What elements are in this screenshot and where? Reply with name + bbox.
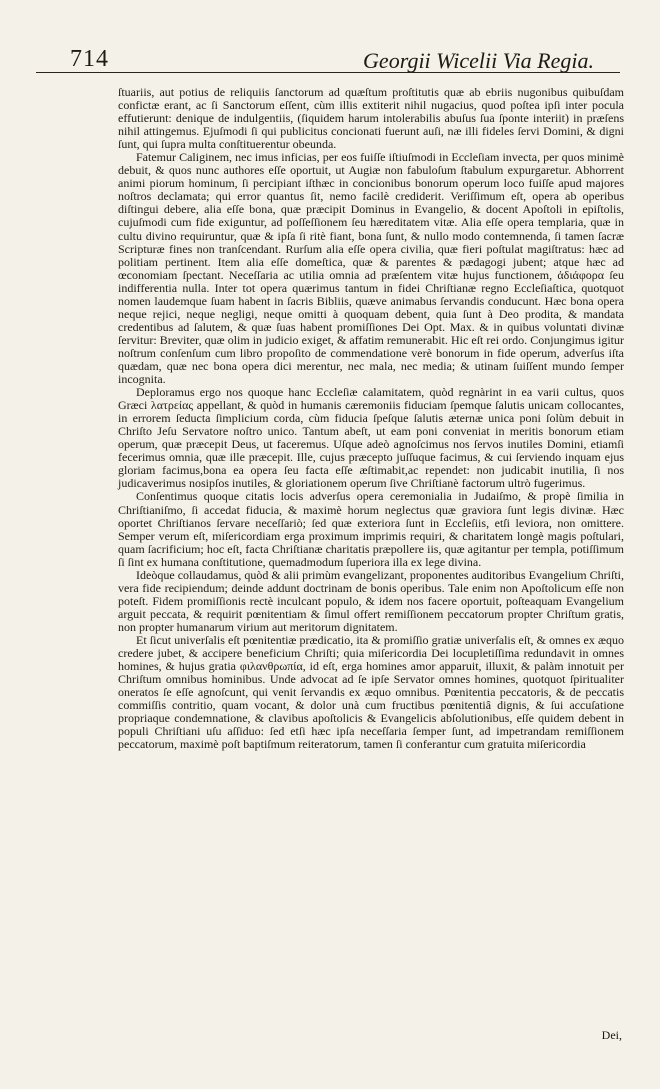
paragraph: ſtuariis, aut potius de reliquiis ſanctorum ad quæſtum proſtitutis quæ ab ebriis nugonibus quibuſdam confictæ erant, ac ſi Sanctorum eſſent, cùm illis extiterit nihil nugacius, quod poſtea ipſi inter pocula effutierunt: denique de indulgentiis, (ſiquidem harum intolerabilis abuſus ſua ſponte interiit) in præſens nihil attingemus. Ejuſmodi ſi qui publicitus concionati fuerunt auſi, næ illi fideles ſervi Domini, & digni ſunt, qui ſupra multa conſtituerentur obeunda. (118, 85, 624, 152)
header-rule (36, 72, 620, 73)
body-text (118, 86, 624, 751)
running-title: Georgii Wicelii Via Regia. (363, 48, 594, 73)
paragraph: Ideòque collaudamus, quòd & alii primùm evangelizant, proponentes auditoribus Evangelium Chriſti, vera fide recipiendum; deinde addunt doctrinam de bonis operibus. Tale enim non Apoſtolicum eſſe non poteſt. Fidem promiſſionis rectè inculcant populo, & idem nos facere oportuit, poſteaquam Evangelium arguit peccata, & requirit pœnitentiam & ſimul offert remiſſionem peccatorum propter Chriſtum gratis, non propter humanarum virium aut meritorum dignitatem. (118, 567, 624, 634)
page-header (70, 40, 620, 74)
paragraph: Conſentimus quoque citatis locis adverſus opera ceremonialia in Judaiſmo, & propè ſimilia in Chriſtianiſmo, ſi accedat fiducia, & maximè horum neglectus quæ graviora ſunt legis divinæ. Hæc oportet Chriſtianos ſervare neceſſariò; ſed quæ exteriora ſunt in Eccleſiis, etſi leviora, non omittere. Semper verum eſt, miſericordiam erga proximum imprimis requiri, & charitatem longè magis poſtulari, quam ſacrificium; hoc eſt, facta Chriſtianæ charitatis præpollere iis, quæ agitantur per templa, potiſſimum ſi ſint ex humana conſtitutione, quemadmodum ſuperiora illa ex lege divina. (118, 489, 624, 569)
catchword: Dei, (601, 1028, 622, 1042)
page-number: 714 (70, 46, 109, 72)
paragraph: Deploramus ergo nos quoque hanc Eccleſiæ calamitatem, quòd regnàrint in ea varii cultus, quos Græci λατρείας appellant, & quòd in humanis cæremoniis fiduciam ſpemque ſalutis unicam collocantes, in errorem ſeducta ſimplicium corda, cùm fiducia ſpeſque ſalutis æternæ unica poni ſolùm debuit in Chriſto Jeſu Servatore noſtro unico. Tantum abeſt, ut eam poni conveniat in meritis bonorum etiam operum, quæ præcepit Deus, ut faceremus. Uſque adeò agnoſcimus nos ſervos inutiles Domini, etiamſi fecerimus omnia, quæ ille præcepit. Ille, cujus præcepto juſſuque facimus, & cui ſerviendo inquam ejus gloriam facimus,bona ea opera ſeu facta eſſe æſtimabit,ac rependet: non judicabit inutilia, ſi nos judicaverimus nosipſos inutiles, & gloriationem operum ſive Chriſtianè factorum ultrò fugerimus. (118, 385, 624, 491)
paragraph: Fatemur Caliginem, nec imus inficias, per eos fuiſſe iſtiuſmodi in Eccleſiam invecta, per quos minimè debuit, & quos nunc authores eſſe oportuit, ut Augiæ non fabuloſum ſtabulum expurgaretur. Abhorrent animi piorum hominum, ſi percipiant iſthæc in concionibus bonorum operum loco fuiſſe apud majores noſtros declamata; qui error quantus ſit, nemo facilè crediderit. Veriſſimum eſt, opera ab operibus diſtingui debere, alia eſſe bona, quæ præcipit Dominus in Evangelio, & docent Apoſtoli in epiſtolis, cujuſmodi cum fide exiguntur, ad poſſeſſionem ſeu hæreditatem vitæ. Alia eſſe opera templaria, quæ in cultu divino requiruntur, quæ & ipſa ſi ritè fiant, bona ſunt, & nullo modo contemnenda, ſi tamen ſacræ Scripturæ fines non tranſcendant. Rurſum alia eſſe opera civilia, quæ fieri poſtulat magiſtratus: hæc ad politiam pertinent. Item alia eſſe domeſtica, quæ & parentes & pædagogi jubent; atque hæc ad œconomiam ſpectant. Neceſſaria ac utilia omnia ad præſentem vitæ hujus functionem, ἀδιάφορα ſeu indifferentia nulla. Inter tot opera quærimus tantum in fidei Chriſtianæ regno Eccleſiaſtica, quotquot nomen laudemque ſuam habent in ſacris Bibliis, quæve animabus ſervandis conducunt. Hæc bona opera neque rejici, neque negligi, neque omitti à quoquam debent, quia ſunt à Deo prodita, & mandata credentibus ad ſalutem, & quæ ſuas habent promiſſiones Dei Opt. Max. & in quibus voluntati divinæ ſervitur: Breviter, quæ olim in judicio exiget, & affatim remunerabit. Hic eſt rei ordo. Conjungimus igitur noſtrum conſenſum cum libro propoſito de commendatione verè bonorum in fide operum, adverſus iſta quædam, quæ nec bona opera dici merentur, nec mala, nec media; & utinam ſuiſſent mundo ſemper incognita. (118, 150, 624, 387)
paragraph: Et ſicut univerſalis eſt pœnitentiæ prædicatio, ita & promiſſio gratiæ univerſalis eſt, & omnes ex æquo credere jubet, & accipere beneficium Chriſti; quia miſericordia Dei locupletiſſima redundavit in omnes homines, & hujus gratia φιλανθρωπία, id eſt, erga homines amor apparuit, illuxit, & palàm innotuit per Chriſtum omnibus hominibus. Unde advocat ad ſe ipſe Servator omnes homines, quotquot ſpiritualiter oneratos ſe eſſe agnoſcunt, qui venit ſervandis ex æquo omnibus. Pœnitentia peccatoris, & de peccatis commiſſis contritio, quam vocant, & dolor unà cum fructibus pœnitentiâ dignis, & ſui accuſatione propriaque condemnatione, & clavibus apoſtolicis & Evangelicis abſolutionibus, eſſe quidem debent in populi Chriſtiani uſu aſſiduo: ſed etſi hæc ipſa neceſſaria ſemper ſunt, ad impetrandam remiſſionem peccatorum, maximè poſt baptiſmum reiteratorum, tamen ſi conferantur cum gratuita miſericordia (118, 632, 624, 752)
